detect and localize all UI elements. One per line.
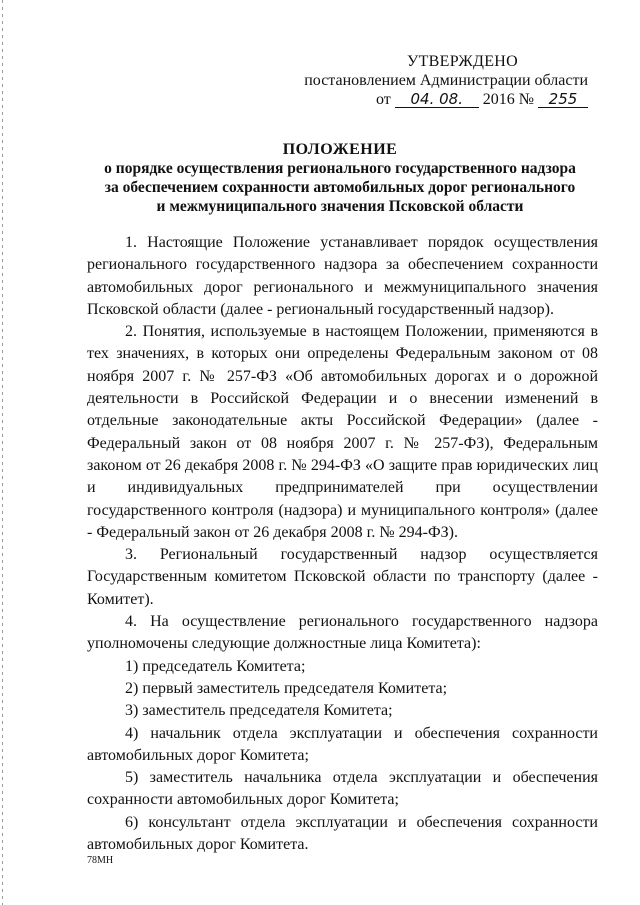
paragraph-3: 3. Региональный государственный надзор осуществляется Государственным комитетом Псковской области по транспорту (далее - Комитет). [87,546,598,608]
document-title: ПОЛОЖЕНИЕ [282,141,398,158]
document-body [87,232,598,856]
scan-edge-line [2,0,3,905]
approved-label: УТВЕРЖДЕНО [406,53,518,70]
document-title-block [80,140,600,216]
approval-authority: постановлением Администрации области [304,72,588,89]
date-prefix: от [375,91,391,108]
approval-stamp [304,52,588,109]
handwritten-date: 04. 08. [395,92,479,108]
title-subline-1: о порядке осуществления регионального государственного надзора [104,160,576,177]
title-subline-3: и межмуниципального значения Псковской области [156,198,524,215]
title-subline-2: за обеспечением сохранности автомобильных дорог регионального [104,179,576,196]
list-item-3: 3) заместитель председателя Комитета; [125,702,393,720]
paragraph-1: 1. Настоящие Положение устанавливает порядок осуществления регионального государственного надзора за обеспечением сохранности автомобильных дорог регионального и межмуниципального значения Псковской области (далее - региональный государственный надзор). [87,234,598,318]
approval-date-line [304,90,588,109]
approval-year: 2016 № [482,91,534,108]
paragraph-4: 4. На осуществление регионального государственного надзора уполномочены следующие должностные лица Комитета): [87,613,598,653]
list-item-4: 4) начальник отдела эксплуатации и обеспечения сохранности автомобильных дорог Комитета; [87,724,598,764]
list-item-1: 1) председатель Комитета; [125,657,306,675]
list-item-5: 5) заместитель начальника отдела эксплуатации и обеспечения сохранности автомобильных дорог Комитета; [87,769,598,809]
list-item-2: 2) первый заместитель председателя Комитета; [125,679,448,697]
paragraph-2: 2. Понятия, используемые в настоящем Положении, применяются в тех значениях, в которых они определены Федеральным законом от 08 ноября 2007 г. № 257-ФЗ «Об автомобильных дорогах и о дорожной деятельности в Российской Федерации и о внесении изменений в отдельные законодательные акты Российской Федерации» (далее - Федеральный закон от 08 ноября 2007 г. № 257-ФЗ), Федеральным законом от 26 декабря 2008 г. № 294-ФЗ «О защите прав юридических лиц и индивидуальных предпринимателей при осуществлении государственного контроля (надзора) и муниципального контроля» (далее - Федеральный закон от 26 декабря 2008 г. № 294-ФЗ). [87,323,598,541]
footer-code: 78МН [87,855,114,866]
list-item-6: 6) консультант отдела эксплуатации и обеспечения сохранности автомобильных дорог Комитета. [87,813,598,854]
handwritten-number: 255 [538,92,588,108]
